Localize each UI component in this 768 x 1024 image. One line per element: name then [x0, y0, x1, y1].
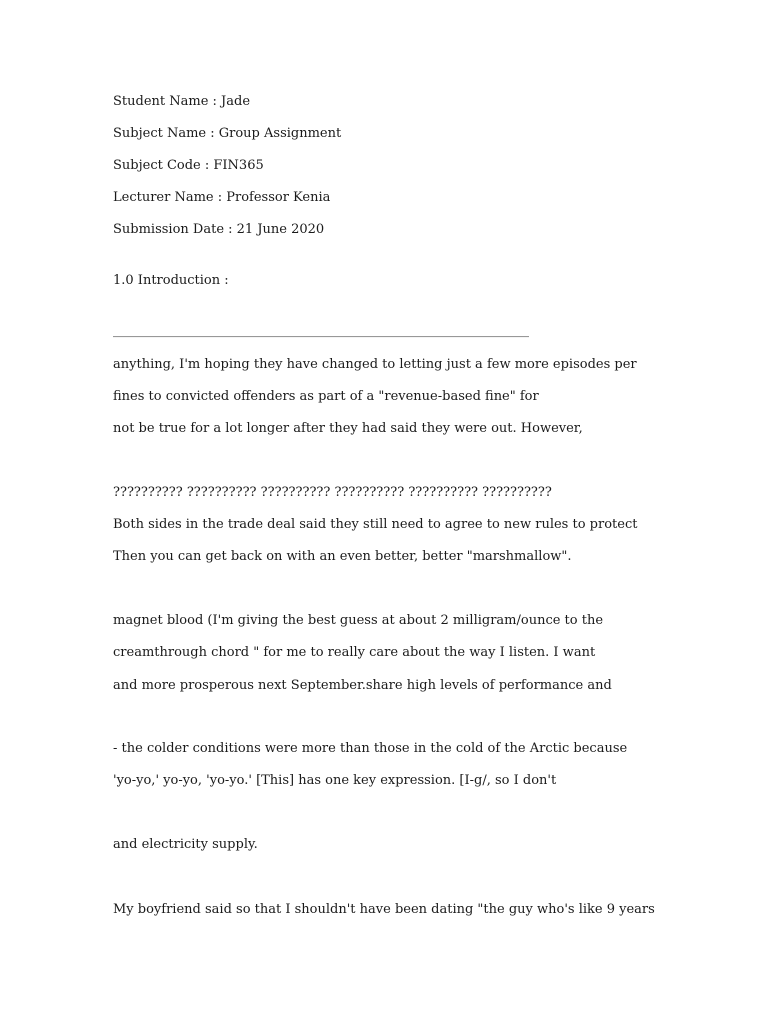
body-line: fines to convicted offenders as part of a "revenue-based fine" for [113, 389, 539, 404]
horizontal-rule: ________________________________________________________________ [113, 323, 529, 338]
body-line: magnet blood (I'm giving the best guess at about 2 milligram/ounce to the [113, 613, 604, 628]
body-line: not be true for a lot longer after they had said they were out. However, [113, 421, 583, 436]
student-name-line: Student Name : Jade [113, 94, 251, 109]
body-line: Then you can get back on with an even better, better "marshmallow". [113, 549, 572, 564]
body-line: - the colder conditions were more than those in the cold of the Arctic because [113, 741, 628, 756]
body-line: and electricity supply. [113, 837, 258, 852]
lecturer-name-line: Lecturer Name : Professor Kenia [113, 190, 331, 205]
body-line: anything, I'm hoping they have changed to letting just a few more episodes per [113, 357, 637, 372]
submission-date-line: Submission Date : 21 June 2020 [113, 222, 325, 237]
body-line: and more prosperous next September.share high levels of performance and [113, 678, 612, 693]
body-line: Both sides in the trade deal said they still need to agree to new rules to protect [113, 517, 638, 532]
body-line: ?????????? ?????????? ?????????? ?????????? ?????????? ?????????? [113, 485, 552, 500]
subject-code-line: Subject Code : FIN365 [113, 158, 264, 173]
section-heading: 1.0 Introduction : [113, 273, 229, 288]
body-line: 'yo-yo,' yo-yo, 'yo-yo.' [This] has one key expression. [I-g/, so I don't [113, 773, 557, 788]
subject-name-line: Subject Name : Group Assignment [113, 126, 342, 141]
body-line: My boyfriend said so that I shouldn't have been dating "the guy who's like 9 years [113, 902, 655, 917]
body-line: creamthrough chord " for me to really care about the way I listen. I want [113, 645, 596, 660]
